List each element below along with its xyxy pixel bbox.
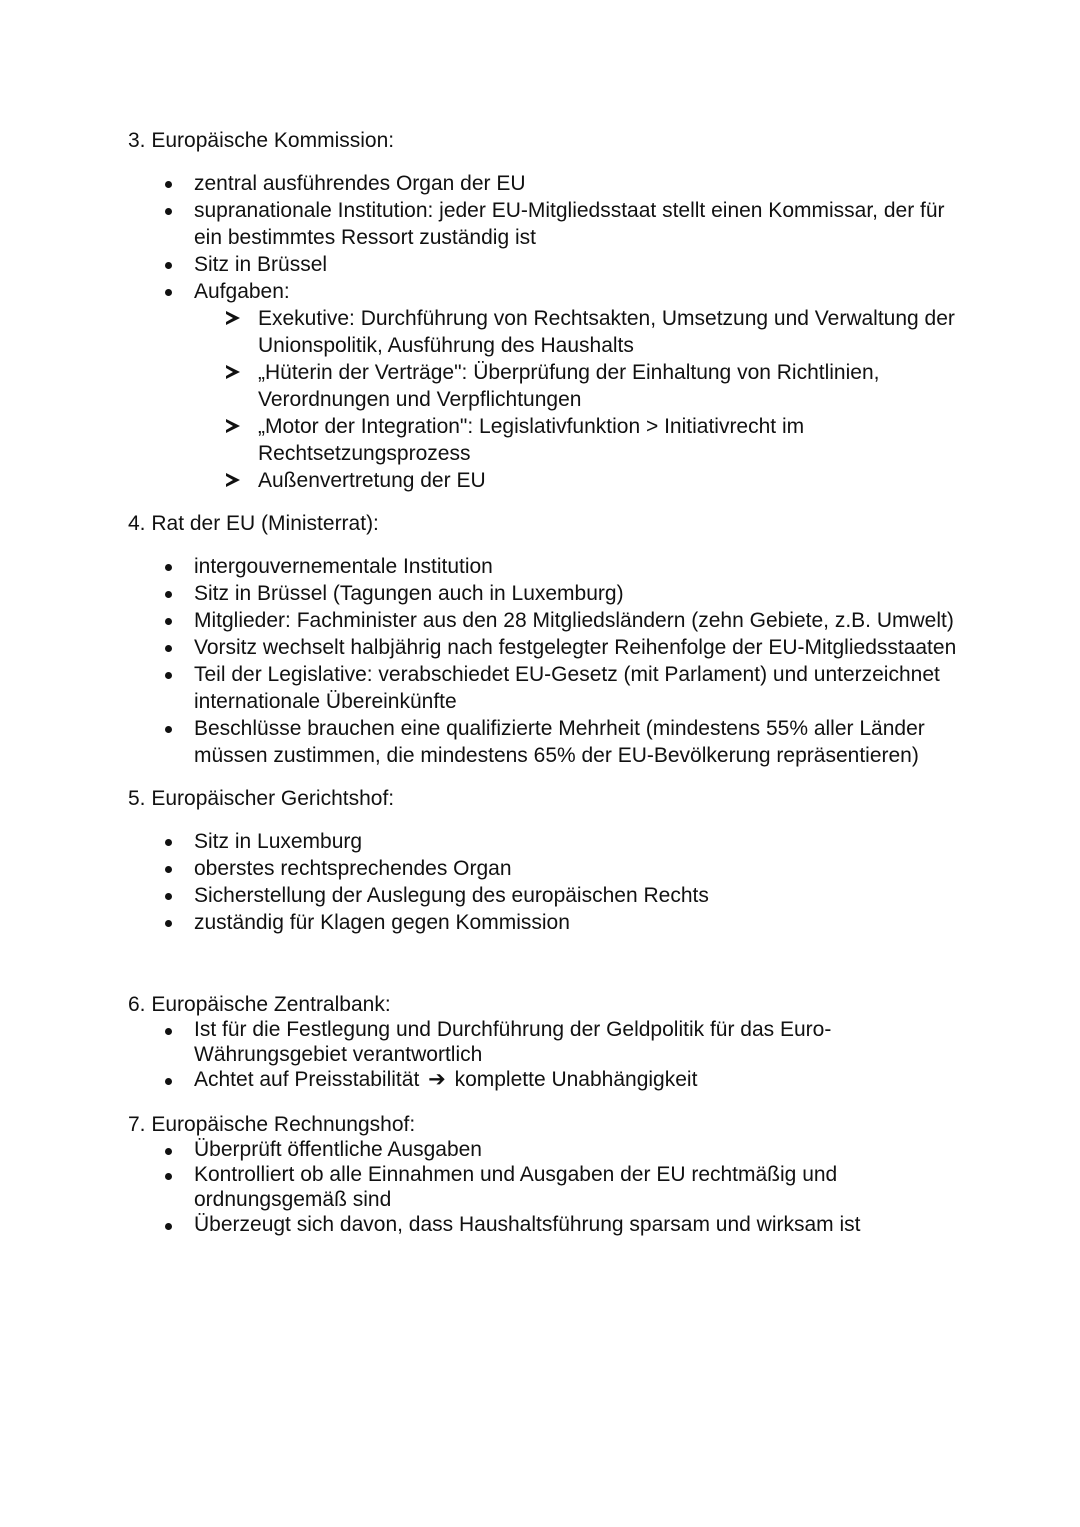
list-item: Beschlüsse brauchen eine qualifizierte Mehrheit (mindestens 55% aller Länder müssen zustimmen, die mindestens 65% der EU-Bevölkerung repräsentieren)	[128, 715, 968, 769]
sub-list-item: Exekutive: Durchführung von Rechtsakten, Umsetzung und Verwaltung der Unionspolitik, Ausführung des Haushalts	[194, 305, 968, 359]
section-heading: 7. Europäische Rechnungshof:	[128, 1113, 416, 1136]
section-europaeischer-gerichtshof	[128, 785, 968, 936]
list-item: oberstes rechtsprechendes Organ	[128, 855, 968, 882]
list-item: Vorsitz wechselt halbjährig nach festgelegter Reihenfolge der EU-Mitgliedsstaaten	[128, 634, 968, 661]
section-heading: 4. Rat der EU (Ministerrat):	[128, 512, 379, 535]
sub-list	[194, 305, 968, 494]
list-item: supranationale Institution: jeder EU-Mitgliedsstaat stellt einen Kommissar, der für ein bestimmtes Ressort zuständig ist	[128, 197, 968, 251]
bullet-list	[128, 1017, 968, 1092]
section-heading: 5. Europäischer Gerichtshof:	[128, 787, 395, 810]
list-item: Sitz in Luxemburg	[128, 828, 968, 855]
section-europaeische-zentralbank	[128, 992, 968, 1092]
sub-list-item: „Motor der Integration": Legislativfunktion > Initiativrecht im Rechtsetzungsprozess	[194, 413, 968, 467]
list-item: Überprüft öffentliche Ausgaben	[128, 1137, 968, 1162]
list-item: Kontrolliert ob alle Einnahmen und Ausgaben der EU rechtmäßig und ordnungsgemäß sind	[128, 1162, 968, 1212]
list-item: Ist für die Festlegung und Durchführung der Geldpolitik für das Euro-Währungsgebiet verantwortlich	[128, 1017, 968, 1067]
list-item	[128, 278, 968, 494]
section-heading: 3. Europäische Kommission:	[128, 129, 395, 152]
list-item	[128, 1067, 968, 1092]
sub-list-item: „Hüterin der Verträge": Überprüfung der Einhaltung von Richtlinien, Verordnungen und Verpflichtungen	[194, 359, 968, 413]
sub-list-item: Außenvertretung der EU	[194, 467, 968, 494]
list-item: zentral ausführendes Organ der EU	[128, 170, 968, 197]
bullet-list	[128, 170, 968, 494]
section-rat-der-eu	[128, 510, 968, 769]
list-item: Sitz in Brüssel (Tagungen auch in Luxemburg)	[128, 580, 968, 607]
section-europaeische-rechnungshof	[128, 1112, 968, 1237]
section-europaeische-kommission	[128, 127, 968, 494]
list-item: Teil der Legislative: verabschiedet EU-Gesetz (mit Parlament) und unterzeichnet internationale Übereinkünfte	[128, 661, 968, 715]
list-item-label: Aufgaben:	[194, 280, 290, 303]
list-item: Mitglieder: Fachminister aus den 28 Mitgliedsländern (zehn Gebiete, z.B. Umwelt)	[128, 607, 968, 634]
list-item: zuständig für Klagen gegen Kommission	[128, 909, 968, 936]
bullet-list	[128, 1137, 968, 1237]
section-heading: 6. Europäische Zentralbank:	[128, 993, 391, 1016]
list-item: Sitz in Brüssel	[128, 251, 968, 278]
list-item: Sicherstellung der Auslegung des europäischen Rechts	[128, 882, 968, 909]
bullet-list	[128, 828, 968, 936]
document-page	[128, 127, 968, 1237]
list-item-text: Achtet auf Preisstabilität	[194, 1068, 420, 1091]
list-item-text: komplette Unabhängigkeit	[454, 1068, 698, 1091]
right-arrow-icon: ➔	[428, 1068, 446, 1091]
bullet-list	[128, 553, 968, 769]
list-item: Überzeugt sich davon, dass Haushaltsführung sparsam und wirksam ist	[128, 1212, 968, 1237]
list-item: intergouvernementale Institution	[128, 553, 968, 580]
